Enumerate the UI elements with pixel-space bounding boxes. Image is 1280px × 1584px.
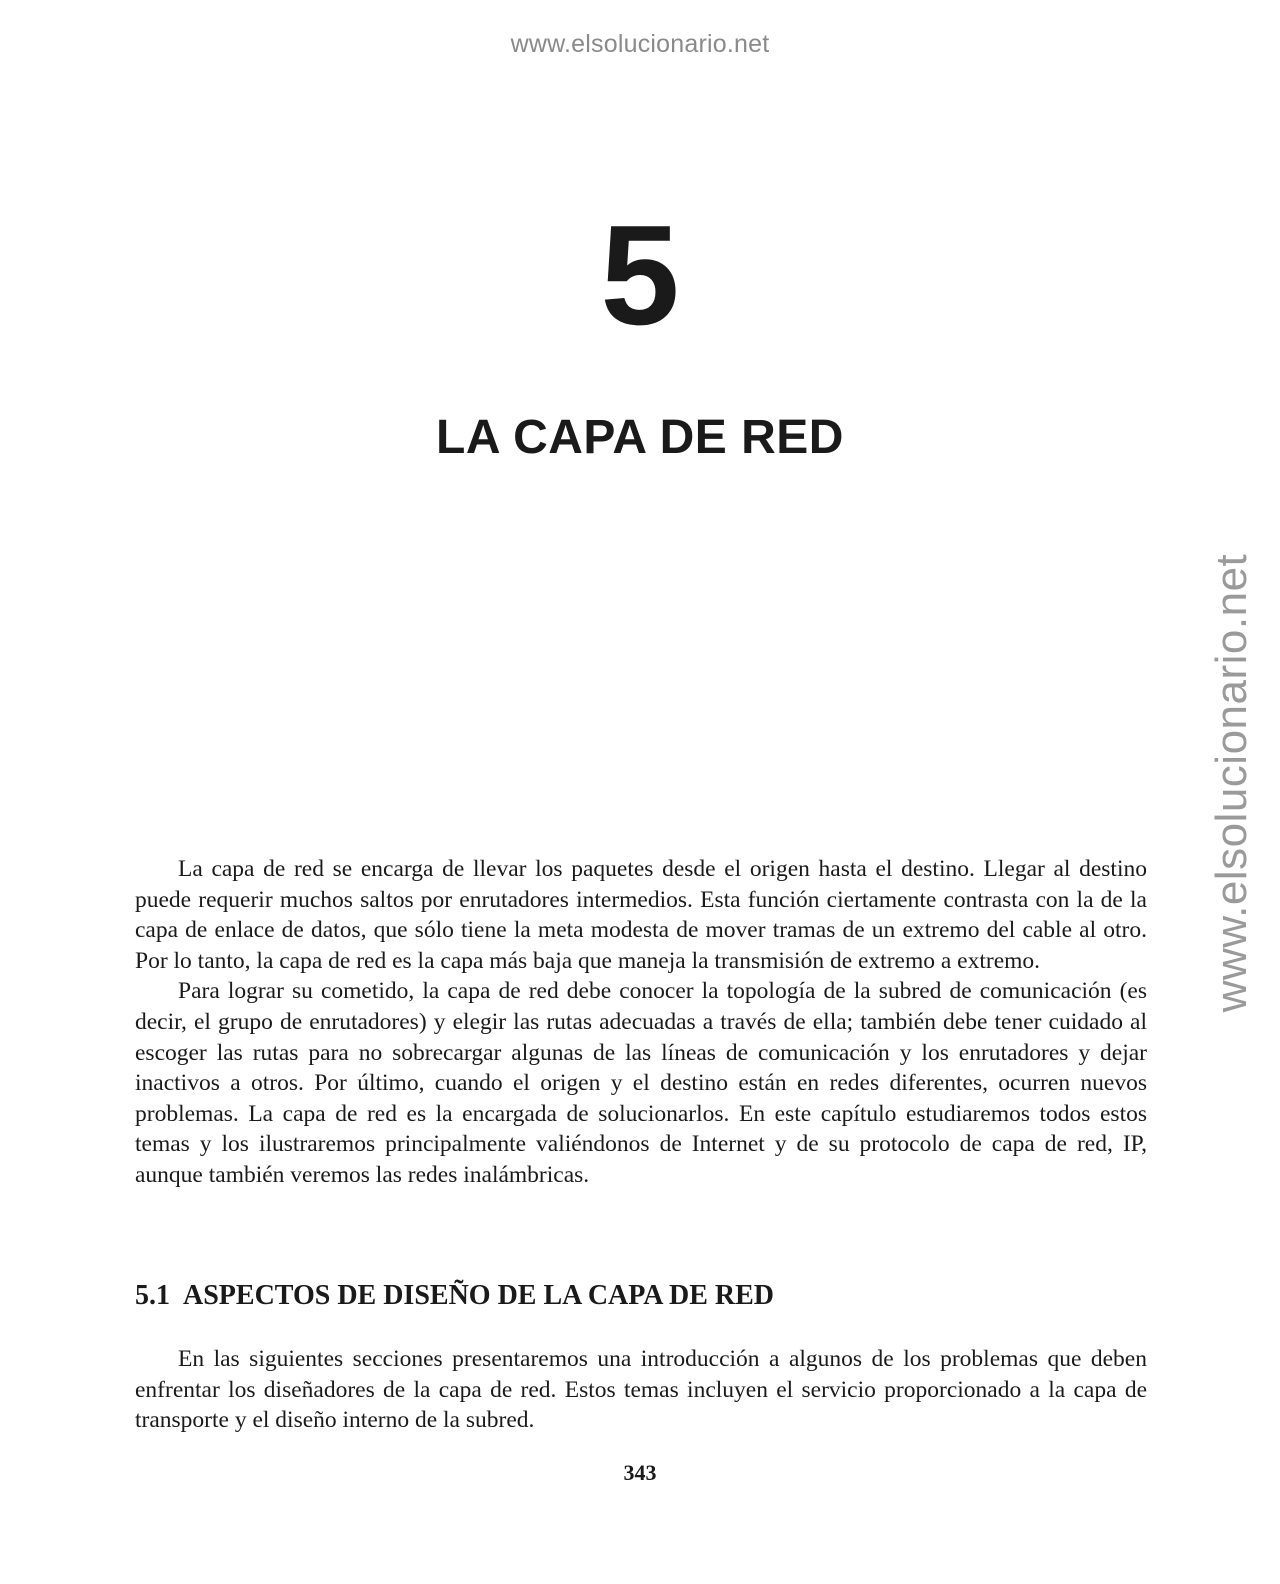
intro-text <box>135 854 1147 1191</box>
section-heading <box>135 1278 1147 1314</box>
chapter-number: 5 <box>600 196 680 355</box>
chapter-title: LA CAPA DE RED <box>436 411 844 464</box>
section-text <box>135 1344 1147 1436</box>
section-number: 5.1 <box>135 1280 170 1311</box>
intro-paragraph: La capa de red se encarga de llevar los paquetes desde el origen hasta el destino. Llegar al destino puede requerir muchos saltos por enrutadores intermedios. Esta función ciertamente contrasta con la de la capa de enlace de datos, que sólo tiene la meta modesta de mover tramas de un extremo del cable al otro. Por lo tanto, la capa de red es la capa más baja que maneja la transmisión de extremo a extremo. <box>135 856 1147 974</box>
section-title: ASPECTOS DE DISEÑO DE LA CAPA DE RED <box>183 1280 774 1311</box>
intro-paragraph: Para lograr su cometido, la capa de red debe conocer la topología de la subred de comunicación (es decir, el grupo de enrutadores) y elegir las rutas adecuadas a través de ella; también debe tener cuidado al escoger las rutas para no sobrecargar algunas de las líneas de comunicación y los enrutadores y dejar inactivos a otros. Por último, cuando el origen y el destino están en redes diferentes, ocurren nuevos problemas. La capa de red es la encargada de solucionarlos. En este capítulo estudiaremos todos estos temas y los ilustraremos principalmente valiéndonos de Internet y de su protocolo de capa de red, IP, aunque también veremos las redes inalámbricas. <box>135 978 1147 1188</box>
section-paragraph: En las siguientes secciones presentaremos una introducción a algunos de los problemas que deben enfrentar los diseñadores de la capa de red. Estos temas incluyen el servicio proporcionado a la capa de transporte y el diseño interno de la subred. <box>135 1346 1147 1434</box>
watermark-top: www.elsolucionario.net <box>510 30 770 58</box>
page-number: 343 <box>623 1460 657 1485</box>
watermark-side: www.elsolucionario.net <box>1207 553 1256 1013</box>
